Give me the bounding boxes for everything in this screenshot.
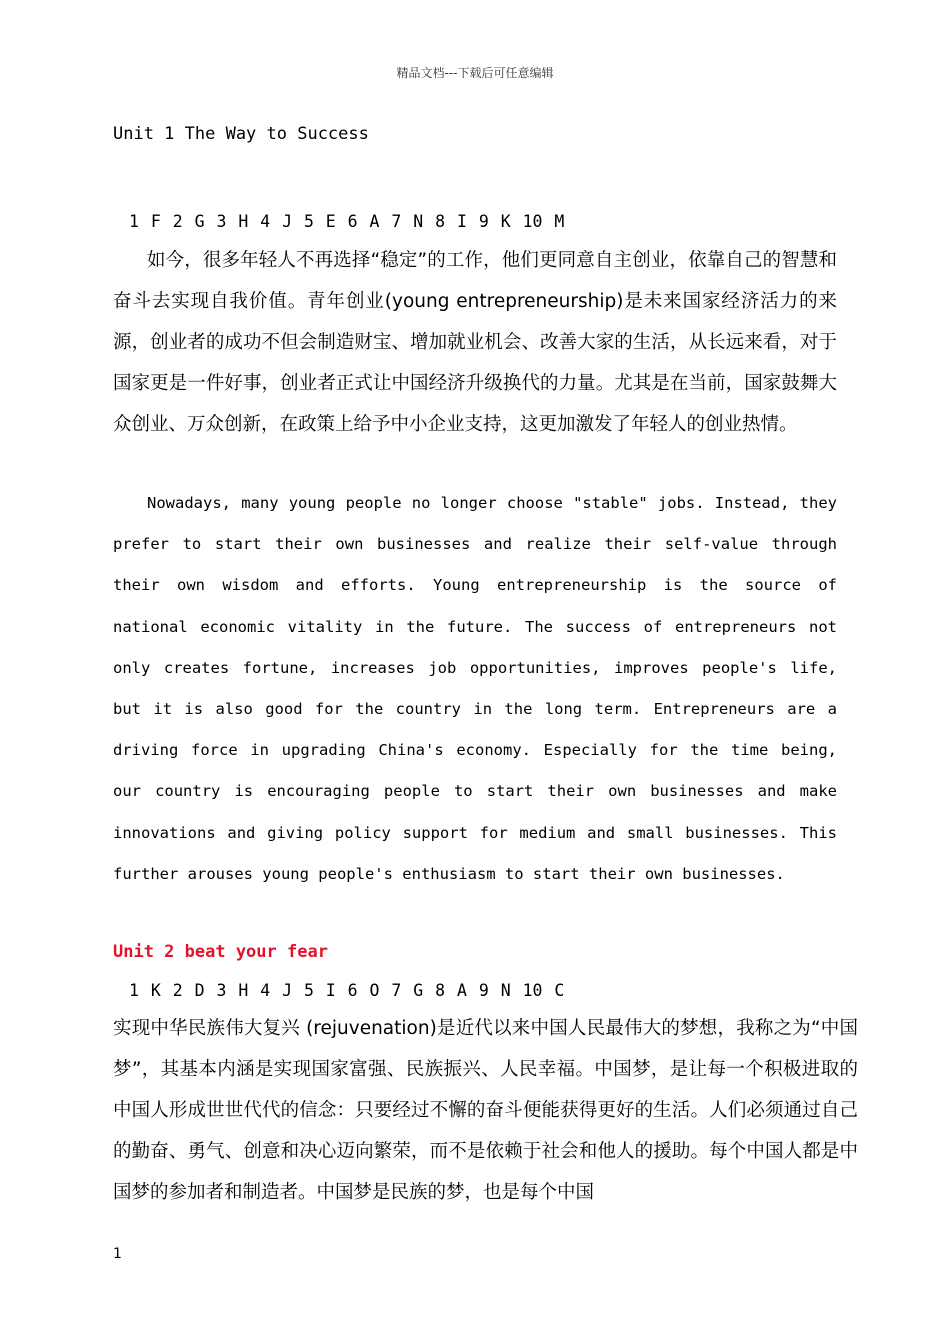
unit-1-title: Unit 1 The Way to Success [113,124,369,144]
unit-2-answer-key: 1 K 2 D 3 H 4 J 5 I 6 O 7 G 8 A 9 N 10 C [129,981,565,1000]
unit-2-chinese-paragraph: 实现中华民族伟大复兴 (rejuvenation)是近代以来中国人民最伟大的梦想，我称之为“中国梦”，其基本内涵是实现国家富强、民族振兴、人民幸福。中国梦，是让每一个积极进取的中国人形成世世代代的信念：只要经过不懈的奋斗便能获得更好的生活。人们必须通过自己的勤奋、勇气、创意和决心迈向繁荣，而不是依赖于社会和他人的援助。每个中国人都是中国梦的参加者和制造者。中国梦是民族的梦，也是每个中国 [113,1018,858,1203]
page-number: 1 [113,1246,122,1262]
page-header: 精品文档---下载后可任意编辑 [396,66,554,80]
unit-1-answer-key: 1 F 2 G 3 H 4 J 5 E 6 A 7 N 8 I 9 K 10 M [129,212,565,231]
unit-1-english-translation: Nowadays, many young people no longer choose "stable" jobs. Instead, they prefer to start their own businesses and realize their self-value through their own wisdom and efforts. Young entrepreneurship is the source of national economic vitality in the future. The success of entrepreneurs not only creates fortune, increases job opportunities, improves people's life, but it is also good for the country in the long term. Entrepreneurs are a driving force in upgrading China's economy. Especially for the time being, our country is encouraging people to start their own businesses and make innovations and giving policy support for medium and small businesses. This further arouses young people's enthusiasm to start their own businesses. [113,494,837,883]
unit-2-title: Unit 2 beat your fear [113,942,328,962]
unit-1-chinese-paragraph: 如今，很多年轻人不再选择“稳定”的工作，他们更同意自主创业，依靠自己的智慧和奋斗去实现自我价值。青年创业(young entrepreneurship)是未来国家经济活力的来源，创业者的成功不但会制造财宝、增加就业机会、改善大家的生活，从长远来看，对于国家更是一件好事，创业者正式让中国经济升级换代的力量。尤其是在当前，国家鼓舞大众创业、万众创新，在政策上给予中小企业支持，这更加激发了年轻人的创业热情。 [113,250,837,435]
